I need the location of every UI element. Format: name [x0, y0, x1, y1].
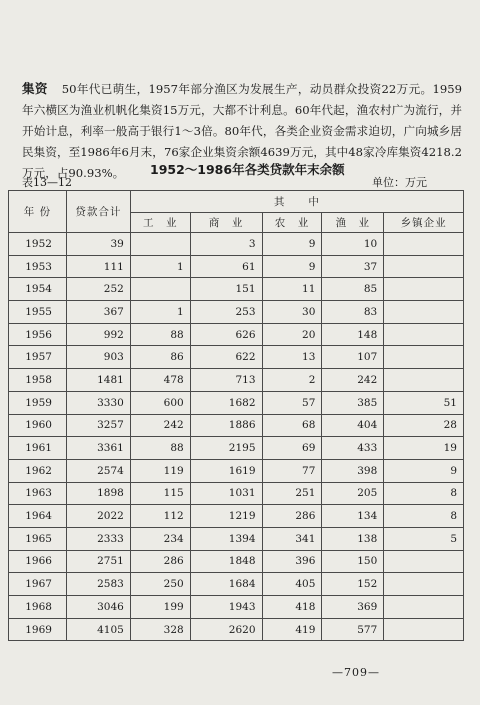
table-cell: 600 — [130, 391, 190, 414]
table-cell: 112 — [130, 505, 190, 528]
paragraph-keyword: 集资 — [22, 80, 48, 96]
table-row — [9, 573, 464, 596]
table-row — [9, 459, 464, 482]
table-cell: 328 — [130, 618, 190, 641]
table-cell: 234 — [130, 527, 190, 550]
table-cell: 1955 — [9, 301, 67, 324]
table-cell: 1953 — [9, 255, 67, 278]
table-cell: 57 — [262, 391, 322, 414]
header-commerce: 商 业 — [190, 213, 262, 233]
table-cell: 20 — [262, 323, 322, 346]
table-cell: 115 — [130, 482, 190, 505]
table-cell: 577 — [322, 618, 384, 641]
table-unit: 单位：万元 — [372, 176, 427, 189]
table-cell: 1848 — [190, 550, 262, 573]
table-row — [9, 346, 464, 369]
table-cell: 1958 — [9, 369, 67, 392]
table-cell: 2583 — [66, 573, 130, 596]
table-cell — [130, 233, 190, 256]
table-cell: 1619 — [190, 459, 262, 482]
table-cell: 11 — [262, 278, 322, 301]
table-cell: 10 — [322, 233, 384, 256]
table-row — [9, 301, 464, 324]
table-cell: 2620 — [190, 618, 262, 641]
table-cell: 61 — [190, 255, 262, 278]
header-agriculture: 农 业 — [262, 213, 322, 233]
table-cell: 77 — [262, 459, 322, 482]
header-group: 其 中 — [130, 191, 463, 213]
table-cell: 37 — [322, 255, 384, 278]
table-cell: 622 — [190, 346, 262, 369]
table-cell: 107 — [322, 346, 384, 369]
table-cell: 88 — [130, 323, 190, 346]
table-cell — [384, 323, 464, 346]
table-cell: 150 — [322, 550, 384, 573]
table-cell — [384, 255, 464, 278]
table-cell: 404 — [322, 414, 384, 437]
table-cell: 252 — [66, 278, 130, 301]
table-cell: 8 — [384, 482, 464, 505]
table-cell — [384, 301, 464, 324]
table-cell: 1956 — [9, 323, 67, 346]
table-cell: 1966 — [9, 550, 67, 573]
table-row — [9, 596, 464, 619]
table-row — [9, 255, 464, 278]
table-cell: 1394 — [190, 527, 262, 550]
table-cell: 398 — [322, 459, 384, 482]
table-row — [9, 278, 464, 301]
table-cell: 1964 — [9, 505, 67, 528]
header-total: 贷款合计 — [66, 191, 130, 233]
header-township: 乡镇企业 — [384, 213, 464, 233]
table-cell: 2751 — [66, 550, 130, 573]
loan-balance-table — [8, 190, 464, 641]
table-body — [9, 233, 464, 641]
table-cell: 138 — [322, 527, 384, 550]
table-cell: 2 — [262, 369, 322, 392]
table-cell: 19 — [384, 437, 464, 460]
table-row — [9, 482, 464, 505]
table-cell: 286 — [130, 550, 190, 573]
paragraph-text: 50年代已萌生，1957年部分渔区为发展生产，动员群众投资22万元。1959年六横区为渔业机帆化集资15万元，大都不计利息。60年代起，渔农村广为流行，并开始计息，利率一般高于银行1～3倍。80年代，各类企业资金需求迫切，广向城乡居民集资，至1986年6月末，76家企业集资余额4639万元，其中48家冷库集资4218.2万元，占90.93%。 — [22, 81, 462, 180]
table-cell: 405 — [262, 573, 322, 596]
table-title: 1952～1986年各类贷款年末余额 — [150, 162, 345, 177]
table-cell: 1 — [130, 255, 190, 278]
table-cell: 1969 — [9, 618, 67, 641]
table-cell: 3330 — [66, 391, 130, 414]
table-cell: 1219 — [190, 505, 262, 528]
page-number: —709— — [332, 666, 380, 679]
table-cell: 39 — [66, 233, 130, 256]
table-cell: 86 — [130, 346, 190, 369]
table-cell: 2574 — [66, 459, 130, 482]
table-row — [9, 618, 464, 641]
table-cell: 418 — [262, 596, 322, 619]
table-row — [9, 437, 464, 460]
table-cell: 148 — [322, 323, 384, 346]
table-cell: 341 — [262, 527, 322, 550]
table-cell: 2022 — [66, 505, 130, 528]
table-cell: 134 — [322, 505, 384, 528]
table-cell: 1962 — [9, 459, 67, 482]
table-cell — [384, 596, 464, 619]
table-cell: 385 — [322, 391, 384, 414]
table-row — [9, 323, 464, 346]
table-cell: 111 — [66, 255, 130, 278]
table-cell: 88 — [130, 437, 190, 460]
table-cell — [384, 550, 464, 573]
header-fishery: 渔 业 — [322, 213, 384, 233]
table-cell: 2195 — [190, 437, 262, 460]
table-cell: 253 — [190, 301, 262, 324]
table-row — [9, 369, 464, 392]
table-cell: 1 — [130, 301, 190, 324]
table-cell — [384, 278, 464, 301]
table-number: 表13—12 — [22, 176, 72, 189]
table-cell — [384, 233, 464, 256]
table-cell: 1965 — [9, 527, 67, 550]
table-cell: 992 — [66, 323, 130, 346]
table-cell — [130, 278, 190, 301]
table-cell: 1960 — [9, 414, 67, 437]
table-cell: 396 — [262, 550, 322, 573]
table-cell: 69 — [262, 437, 322, 460]
table-cell: 367 — [66, 301, 130, 324]
table-cell — [384, 618, 464, 641]
table-cell: 1898 — [66, 482, 130, 505]
table-cell: 85 — [322, 278, 384, 301]
table-cell: 1684 — [190, 573, 262, 596]
header-year: 年 份 — [9, 191, 67, 233]
table-cell: 242 — [322, 369, 384, 392]
table-cell: 713 — [190, 369, 262, 392]
table-cell: 9 — [262, 255, 322, 278]
header-industry: 工 业 — [130, 213, 190, 233]
table-row — [9, 414, 464, 437]
table-cell: 433 — [322, 437, 384, 460]
table-cell: 205 — [322, 482, 384, 505]
table-cell: 1954 — [9, 278, 67, 301]
table-cell: 151 — [190, 278, 262, 301]
table-cell: 1952 — [9, 233, 67, 256]
table-cell: 1031 — [190, 482, 262, 505]
table-cell: 30 — [262, 301, 322, 324]
table-cell — [384, 346, 464, 369]
table-cell: 3046 — [66, 596, 130, 619]
table-cell: 51 — [384, 391, 464, 414]
table-row — [9, 550, 464, 573]
table-cell: 3 — [190, 233, 262, 256]
table-row — [9, 527, 464, 550]
table-cell: 369 — [322, 596, 384, 619]
table-cell: 2333 — [66, 527, 130, 550]
table-cell: 1481 — [66, 369, 130, 392]
table-row — [9, 391, 464, 414]
table-cell: 8 — [384, 505, 464, 528]
table-cell: 1682 — [190, 391, 262, 414]
table-cell: 250 — [130, 573, 190, 596]
table-cell: 251 — [262, 482, 322, 505]
table-cell: 626 — [190, 323, 262, 346]
table-cell: 28 — [384, 414, 464, 437]
table-cell: 1967 — [9, 573, 67, 596]
table-cell: 903 — [66, 346, 130, 369]
table-cell: 286 — [262, 505, 322, 528]
table-cell: 9 — [384, 459, 464, 482]
table-row — [9, 233, 464, 256]
table-cell: 199 — [130, 596, 190, 619]
table-cell — [384, 573, 464, 596]
table-cell: 1968 — [9, 596, 67, 619]
table-cell: 119 — [130, 459, 190, 482]
table-cell: 1957 — [9, 346, 67, 369]
table-cell: 83 — [322, 301, 384, 324]
table-cell: 4105 — [66, 618, 130, 641]
table-cell: 1943 — [190, 596, 262, 619]
table-cell: 419 — [262, 618, 322, 641]
table-cell: 1963 — [9, 482, 67, 505]
table-row — [9, 505, 464, 528]
table-cell: 478 — [130, 369, 190, 392]
table-cell — [384, 369, 464, 392]
table-cell: 152 — [322, 573, 384, 596]
table-cell: 242 — [130, 414, 190, 437]
table-cell: 68 — [262, 414, 322, 437]
table-cell: 1886 — [190, 414, 262, 437]
table-cell: 9 — [262, 233, 322, 256]
table-cell: 13 — [262, 346, 322, 369]
table-cell: 3257 — [66, 414, 130, 437]
table-cell: 1959 — [9, 391, 67, 414]
table-cell: 5 — [384, 527, 464, 550]
table-cell: 1961 — [9, 437, 67, 460]
table-cell: 3361 — [66, 437, 130, 460]
